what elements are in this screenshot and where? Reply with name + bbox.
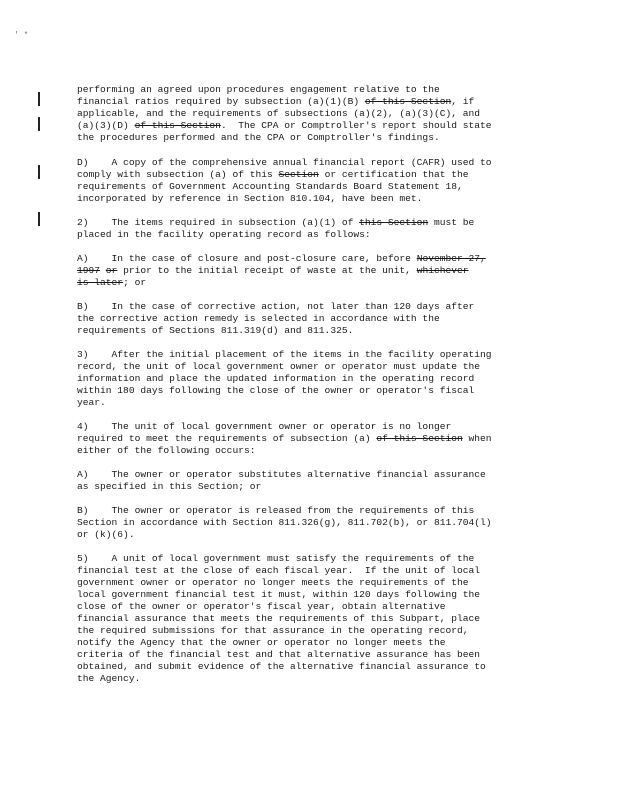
struck-text: of this Section (376, 433, 463, 444)
text-line (77, 157, 541, 169)
text-segment: Section in accordance with Section 811.326(g), 811.702(b), or 811.704(l) (77, 517, 492, 528)
text-segment: 4) The unit of local government owner or operator is no longer (77, 421, 452, 432)
paragraph (77, 505, 541, 541)
text-segment: the required submissions for that assurance in the operating record, (77, 625, 469, 636)
text-segment: , if (451, 96, 475, 107)
text-segment: placed in the facility operating record as follows: (77, 229, 371, 240)
text-line (77, 481, 541, 493)
text-segment: applicable, and the requirements of subsections (a)(2), (a)(3)(C), and (77, 108, 481, 119)
text-line (77, 433, 541, 445)
text-line (77, 625, 541, 637)
text-segment: within 180 days following the close of the owner or operator's fiscal (77, 385, 475, 396)
text-segment: financial assurance that meets the requirements of this Subpart, place (77, 613, 481, 624)
revision-bar (38, 92, 40, 106)
text-segment: 2) The items required in subsection (a)(1) of (77, 217, 360, 228)
text-segment: financial ratios required by subsection (a)(1)(B) (77, 96, 365, 107)
text-segment: requirements of Sections 811.319(d) and 811.325. (77, 325, 354, 336)
text-line (77, 301, 541, 313)
text-segment: A) In the case of closure and post-closure care, before (77, 253, 417, 264)
text-line (77, 421, 541, 433)
text-segment: ; or (123, 277, 147, 288)
text-line (77, 397, 541, 409)
text-segment: government owner or operator no longer meets the requirements of the (77, 577, 469, 588)
text-segment: local government financial test it must, within 120 days following the (77, 589, 481, 600)
text-line (77, 96, 541, 108)
text-segment: as specified in this Section; or (77, 481, 262, 492)
text-segment: (a)(3)(D) (77, 120, 135, 131)
text-segment: comply with subsection (a) of this (77, 169, 279, 180)
struck-text: of this Section (134, 120, 221, 131)
text-line (77, 565, 541, 577)
text-line (77, 229, 541, 241)
paragraph (77, 157, 541, 205)
text-segment: or (k)(6). (77, 529, 135, 540)
struck-text: Section (278, 169, 319, 180)
text-line (77, 361, 541, 373)
text-line (77, 577, 541, 589)
text-line (77, 589, 541, 601)
revision-bar (38, 212, 40, 226)
text-line (77, 253, 541, 265)
text-segment: the procedures performed and the CPA or Comptroller's findings. (77, 132, 440, 143)
text-line (77, 613, 541, 625)
text-segment: . The CPA or Comptroller's report should state (220, 120, 492, 131)
struck-text: whichever (416, 265, 469, 276)
text-segment: D) A copy of the comprehensive annual financial report (CAFR) used to (77, 157, 492, 168)
paragraph (77, 421, 541, 457)
text-segment: the Agency. (77, 673, 141, 684)
text-segment: performing an agreed upon procedures engagement relative to the (77, 84, 440, 95)
struck-text: or (105, 265, 118, 276)
struck-text: November 27, (416, 253, 486, 264)
paragraph (77, 553, 541, 685)
text-line (77, 661, 541, 673)
paragraph (77, 301, 541, 337)
text-segment: required to meet the requirements of subsection (a) (77, 433, 377, 444)
text-line (77, 265, 541, 277)
paragraph (77, 469, 541, 493)
text-line (77, 349, 541, 361)
text-segment: B) The owner or operator is released from the requirements of this (77, 505, 475, 516)
text-line (77, 373, 541, 385)
text-segment: financial test at the close of each fiscal year. If the unit of local (77, 565, 481, 576)
text-segment: A) The owner or operator substitutes alternative financial assurance (77, 469, 486, 480)
text-line (77, 120, 541, 132)
text-line (77, 84, 541, 96)
text-line (77, 313, 541, 325)
revision-bar (38, 117, 40, 131)
text-line (77, 601, 541, 613)
text-segment: 5) A unit of local government must satisfy the requirements of the (77, 553, 475, 564)
text-line (77, 553, 541, 565)
text-line (77, 108, 541, 120)
text-line (77, 217, 541, 229)
paragraph (77, 253, 541, 289)
text-line (77, 529, 541, 541)
text-segment: notify the Agency that the owner or operator no longer meets the (77, 637, 446, 648)
text-segment: the corrective action remedy is selected in accordance with the (77, 313, 440, 324)
struck-text: 1997 (77, 265, 101, 276)
text-line (77, 649, 541, 661)
revision-bar (38, 165, 40, 179)
text-segment: B) In the case of corrective action, not later than 120 days after (77, 301, 475, 312)
text-line (77, 469, 541, 481)
text-line (77, 325, 541, 337)
text-segment: close of the owner or operator's fiscal year, obtain alternative (77, 601, 446, 612)
scan-mark: ' * (14, 31, 29, 40)
paragraph (77, 84, 541, 144)
text-segment: year. (77, 397, 106, 408)
text-line (77, 637, 541, 649)
text-segment: criteria of the financial test and that alternative assurance has been (77, 649, 481, 660)
paragraph (77, 349, 541, 409)
struck-text: this Section (359, 217, 429, 228)
text-segment: information and place the updated information in the operating record (77, 373, 475, 384)
text-segment: prior to the initial receipt of waste at the unit, (117, 265, 417, 276)
text-line (77, 505, 541, 517)
text-line (77, 517, 541, 529)
text-segment: must be (428, 217, 475, 228)
struck-text: is later (77, 277, 124, 288)
text-segment: when (462, 433, 492, 444)
text-line (77, 445, 541, 457)
text-segment: either of the following occurs: (77, 445, 256, 456)
text-segment: requirements of Government Accounting Standards Board Statement 18, (77, 181, 463, 192)
text-segment: 3) After the initial placement of the items in the facility operating (77, 349, 492, 360)
text-line (77, 673, 541, 685)
paragraph (77, 217, 541, 241)
text-segment: incorporated by reference in Section 810.104, have been met. (77, 193, 423, 204)
text-segment: obtained, and submit evidence of the alternative financial assurance to (77, 661, 486, 672)
text-line (77, 181, 541, 193)
text-segment: or certification that the (318, 169, 469, 180)
struck-text: of this Section (364, 96, 452, 107)
text-line (77, 169, 541, 181)
text-line (77, 277, 541, 289)
text-line (77, 385, 541, 397)
text-line (77, 193, 541, 205)
text-line (77, 132, 541, 144)
text-segment: record, the unit of local government owner or operator must update the (77, 361, 481, 372)
